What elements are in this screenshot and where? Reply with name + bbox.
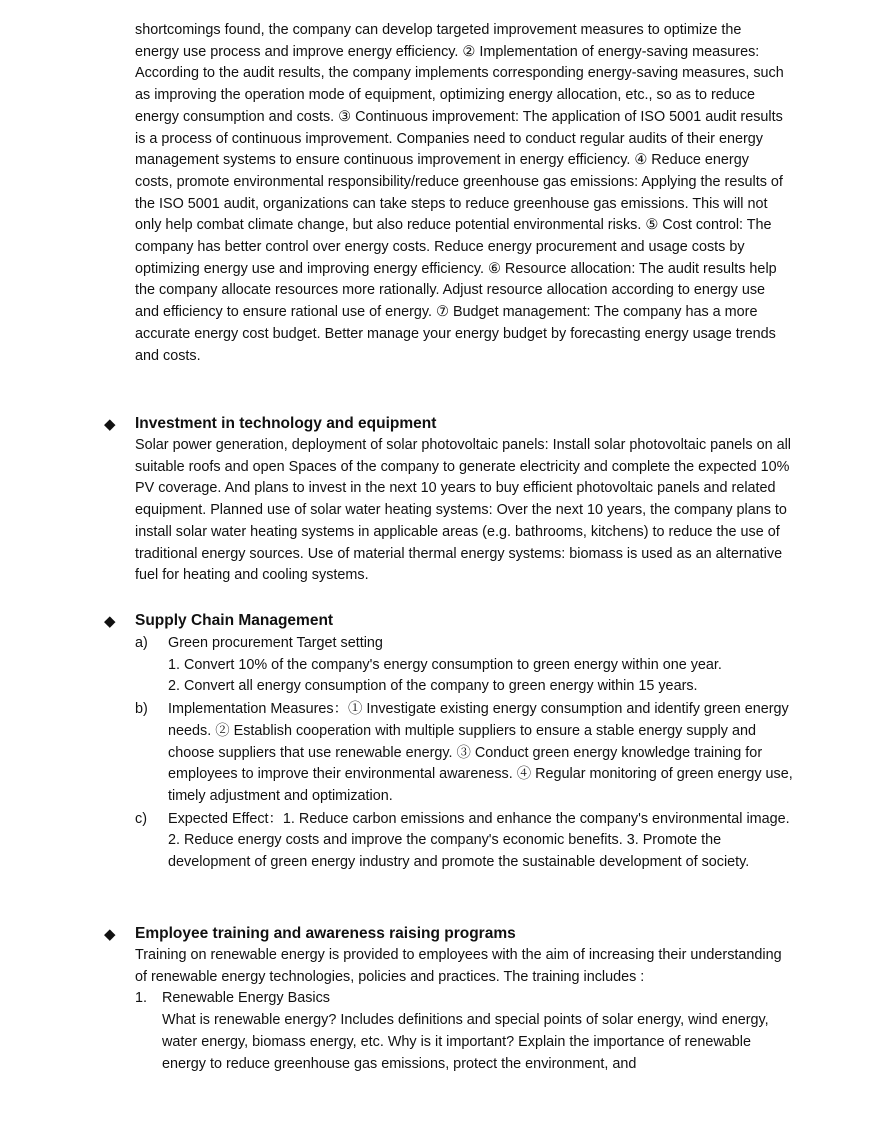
- section-investment: [104, 413, 794, 587]
- list-item: [104, 988, 794, 1075]
- diamond-bullet-icon: ◆: [104, 926, 116, 943]
- heading-text: Employee training and awareness raising programs: [135, 925, 516, 942]
- list-item-text: What is renewable energy? Includes definitions and special points of solar energy, wind energy, water energy, biomass energy, etc. Why is it important? Explain the importance of renewable energy to reduce greenhouse gas emissions, protect the environment, and: [162, 1012, 769, 1072]
- section-supply-chain: [104, 610, 794, 874]
- list-item: [104, 633, 794, 698]
- diamond-bullet-icon: ◆: [104, 416, 116, 433]
- target-line: 2. Convert all energy consumption of the company to green energy within 15 years.: [168, 678, 698, 695]
- target-line: 1. Convert 10% of the company's energy consumption to green energy within one year.: [168, 656, 722, 673]
- list-item: [104, 809, 794, 874]
- section-heading: [104, 413, 794, 434]
- list-item-text: Expected Effect：1. Reduce carbon emissions and enhance the company's environmental image. 2. Reduce energy costs and improve the company's economic benefits. 3. Promote the development of green energy industry and promote the sustainable development of society.: [168, 810, 790, 871]
- list-marker: b): [135, 701, 148, 718]
- list-marker: c): [135, 810, 147, 827]
- section-heading: [104, 610, 794, 631]
- list-item: [104, 699, 794, 808]
- list-marker: 1.: [135, 990, 148, 1007]
- section-heading: [104, 923, 794, 944]
- diamond-bullet-icon: ◆: [104, 613, 116, 630]
- list-marker: a): [135, 635, 148, 651]
- list-item-title: Renewable Energy Basics: [162, 990, 330, 1007]
- list-item-text: Implementation Measures：① Investigate existing energy consumption and identify green energy needs. ② Establish cooperation with multiple suppliers to ensure a stable energy supply and choose suppliers that use renewable energy. ③ Conduct green energy knowledge training for employees to improve their environmental awareness. ④ Regular monitoring of green energy use, timely adjustment and optimization.: [168, 701, 793, 804]
- section-training: [104, 923, 794, 1075]
- section-body: Solar power generation, deployment of solar photovoltaic panels: Install solar photovoltaic panels on all suitable roofs and open Spaces of the company to generate electricity and complete the expected 10% PV coverage. And plans to invest in the next 10 years to buy efficient photovoltaic panels and related equipment. Planned use of solar water heating systems: Over the next 10 years, the company plans to install solar water heating systems in applicable areas (e.g. bathrooms, kitchens) to reduce the use of traditional energy sources. Use of material thermal energy systems: biomass is used as an alternative fuel for heating and cooling systems.: [135, 437, 791, 584]
- intro-paragraph: shortcomings found, the company can develop targeted improvement measures to optimize the energy use process and improve energy efficiency. ② Implementation of energy-saving measures: According to the audit results, the company implements corresponding energy-saving measures, such as improving the operation mode of equipment, optimizing energy allocation, etc., so as to reduce energy consumption and costs. ③ Continuous improvement: The application of ISO 5001 audit results is a process of continuous improvement. Companies need to conduct regular audits of their energy management systems to ensure continuous improvement in energy efficiency. ④ Reduce energy costs, promote environmental responsibility/reduce greenhouse gas emissions: Applying the results of the ISO 5001 audit, organizations can take steps to reduce greenhouse gas emissions. This will not only help combat climate change, but also reduce potential environmental risks. ⑤ Cost control: The company has better control over energy costs. Reduce energy procurement and usage costs by optimizing energy use and improving energy efficiency. ⑥ Resource allocation: The audit results help the company allocate resources more rationally. Adjust resource allocation according to energy use and efficiency to ensure rational use of energy. ⑦ Budget management: The company has a more accurate energy cost budget. Better manage your energy budget by forecasting energy usage trends and costs.: [135, 22, 784, 364]
- list-item-text: Green procurement Target setting: [168, 635, 383, 651]
- section-body: Training on renewable energy is provided to employees with the aim of increasing their understanding of renewable energy technologies, policies and practices. The training includes :: [135, 947, 782, 985]
- heading-text: Investment in technology and equipment: [135, 415, 437, 432]
- heading-text: Supply Chain Management: [135, 612, 334, 629]
